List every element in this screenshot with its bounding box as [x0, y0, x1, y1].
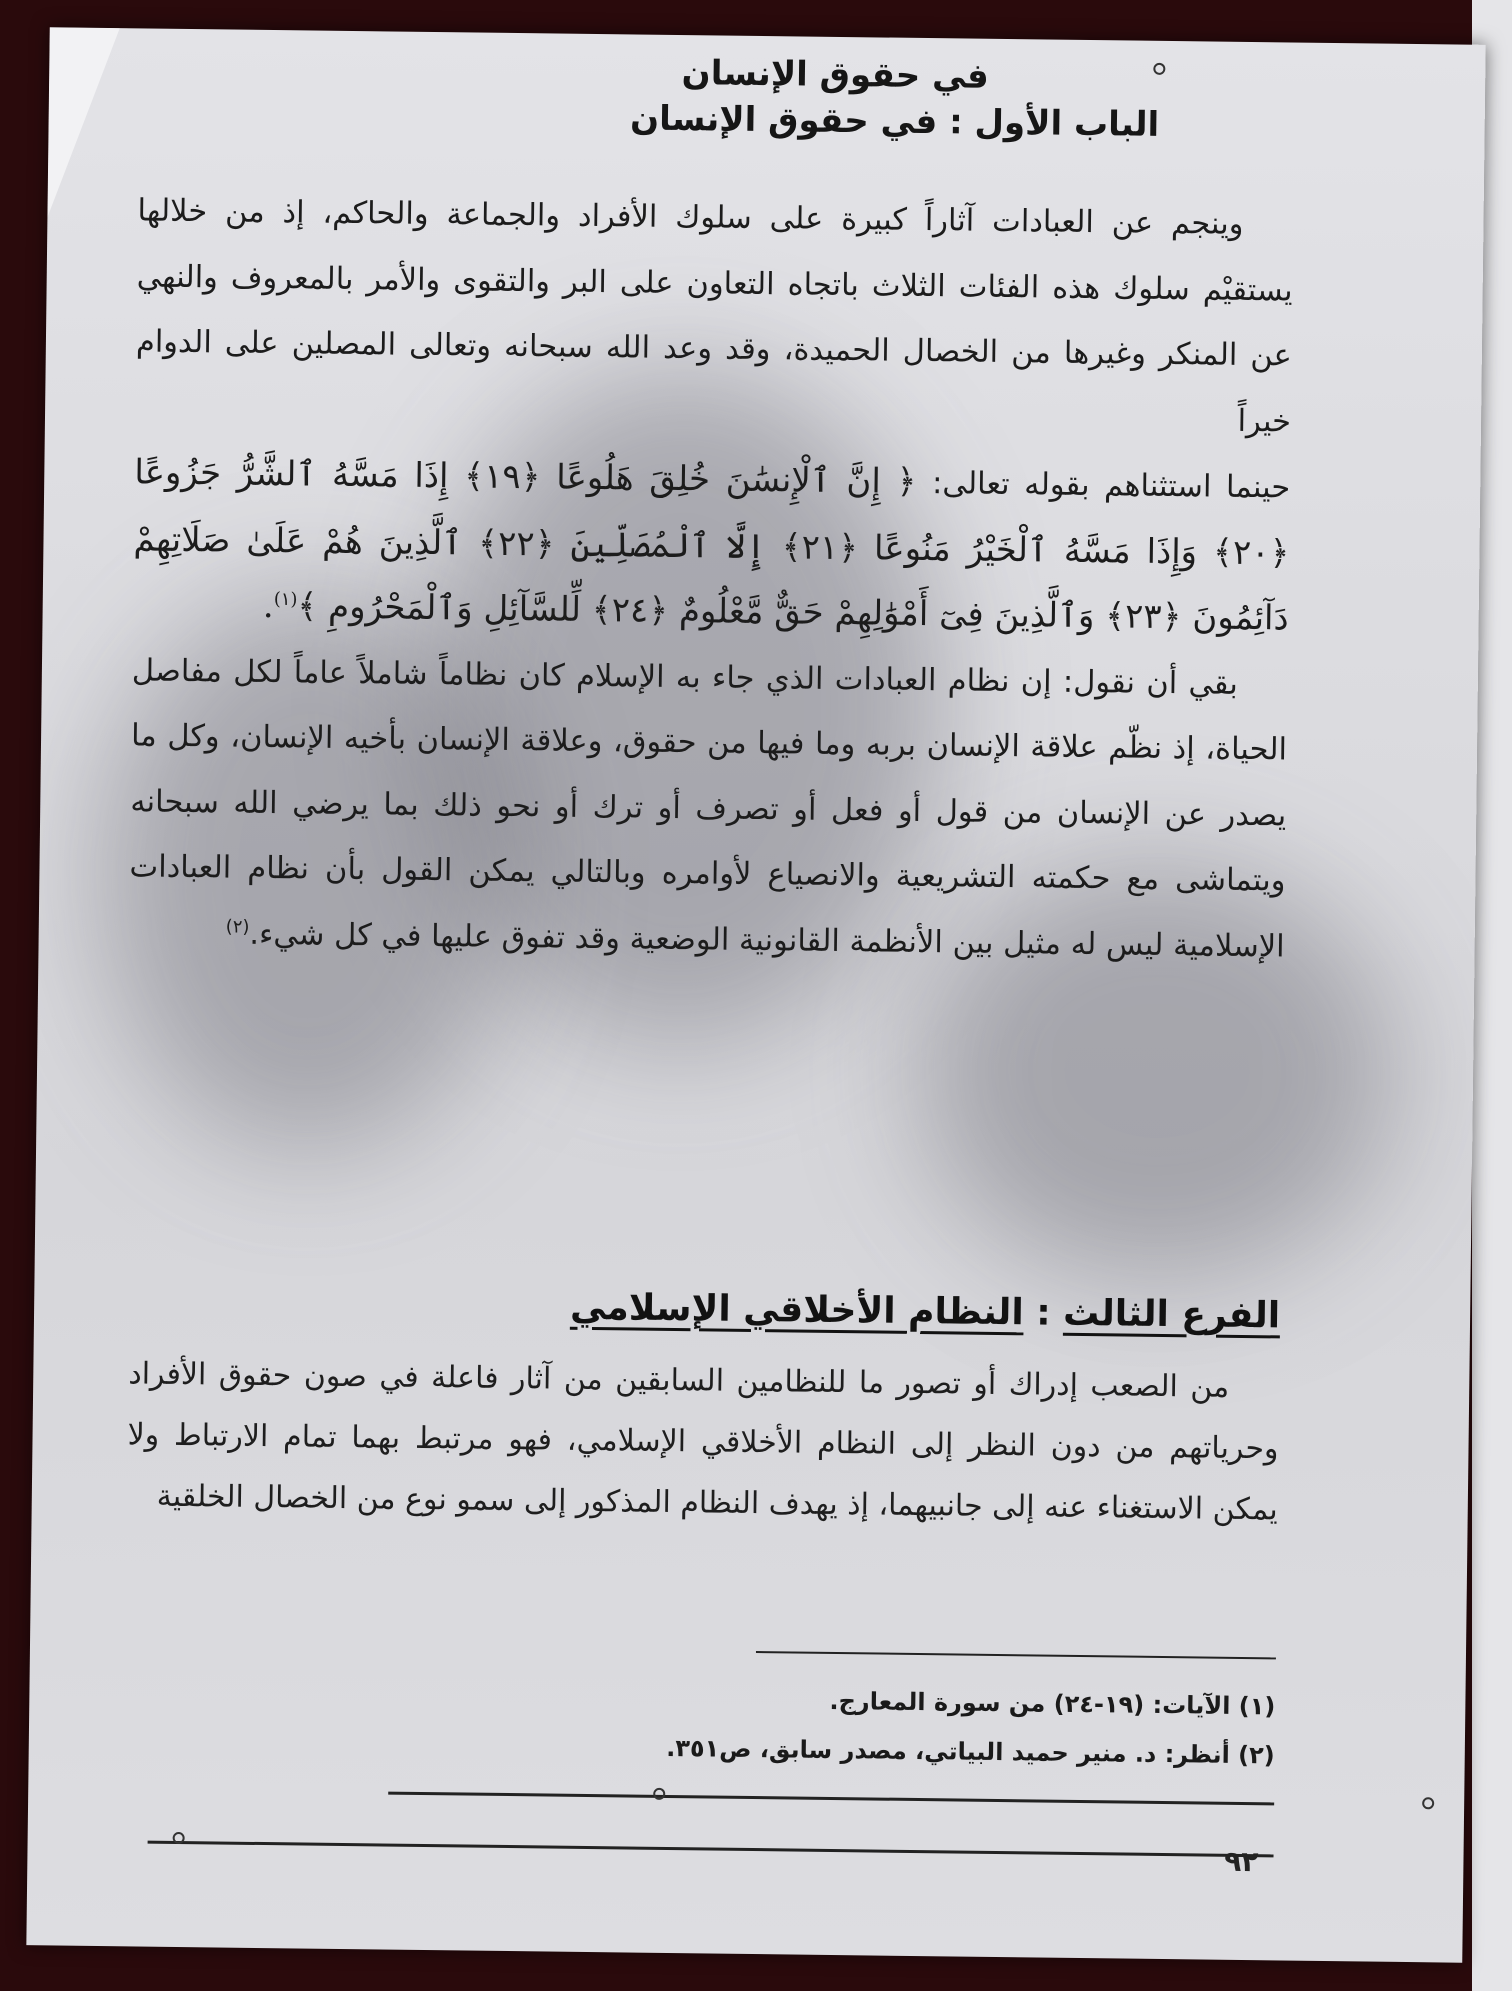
footnote: (١) الآيات: (١٩-٢٤) من سورة المعارج. — [829, 1686, 1276, 1721]
footer-rule — [388, 1792, 1274, 1806]
footnotes — [515, 1673, 1276, 1780]
section-label: الفرع الثالث — [1062, 1292, 1281, 1337]
punch-hole — [653, 1788, 665, 1800]
body-text — [128, 178, 1294, 979]
footnote-ref: (١) — [273, 588, 298, 611]
punch-hole — [173, 1832, 185, 1844]
quran-lead: حينما استثناهم بقوله تعالى: — [931, 466, 1291, 506]
book-page — [26, 27, 1485, 1962]
running-header-line1: في حقوق الإنسان — [681, 53, 990, 97]
paragraph — [128, 638, 1288, 980]
footnote-divider — [756, 1651, 1276, 1659]
quran-verses: ﴿ إِنَّ ٱلْإِنسَٰنَ خُلِقَ هَلُوعًا ﴿١٩﴾ إِذَا مَسَّهُ ٱلشَّرُّ جَزُوعًا ﴿٢٠﴾ وَإِذَا مَسَّهُ ٱلْخَيْرُ مَنُوعًا ﴿٢١﴾ إِلَّا ٱلْمُصَلِّينَ ﴿٢٢﴾ ٱلَّذِينَ هُمْ عَلَىٰ صَلَاتِهِمْ دَآئِمُونَ ﴿٢٣﴾ وَٱلَّذِينَ فِىٓ أَمْوَٰلِهِمْ حَقٌّ مَّعْلُومٌ ﴿٢٤﴾ لِّلسَّآئِلِ وَٱلْمَحْرُومِ ﴾ — [133, 452, 1290, 639]
quran-quote: حينما استثناهم بقوله تعالى: ﴿ إِنَّ ٱلْإِنسَٰنَ خُلِقَ هَلُوعًا ﴿١٩﴾ إِذَا مَسَّهُ ٱلشَّرُّ جَزُوعًا ﴿٢٠﴾ وَإِذَا مَسَّهُ ٱلْخَيْرُ مَنُوعًا ﴿٢١﴾ إِلَّا ٱلْمُصَلِّينَ ﴿٢٢﴾ ٱلَّذِينَ هُمْ عَلَىٰ صَلَاتِهِمْ دَآئِمُونَ ﴿٢٣﴾ وَٱلَّذِينَ فِىٓ أَمْوَٰلِهِمْ حَقٌّ مَّعْلُومٌ ﴿٢٤﴾ لِّلسَّآئِلِ وَٱلْمَحْرُومِ ﴾$^{(١)}$. — [133, 452, 1291, 639]
section-separator: : — [1023, 1292, 1064, 1334]
punch-hole — [1153, 63, 1165, 75]
page-number: ٩٢ — [1224, 1844, 1259, 1879]
footnote: (٢) أنظر: د. منير حميد البياتي، مصدر سابق، ص٣٥١. — [665, 1733, 1275, 1770]
running-header-line2: الباب الأول : في حقوق الإنسان — [629, 98, 1160, 145]
footnote-ref: (٢) — [225, 915, 250, 938]
paragraph: من الصعب إدراك أو تصور ما للنظامين السابقين من آثار فاعلة في صون حقوق الأفراد وحرياتهم من دون النظر إلى النظام الأخلاقي الإسلامي، فهو مرتبط بهما تمام الارتباط ولا يمكن الاستغناء عنه إلى جانبيهما، إذ يهدف النظام المذكور إلى سمو نوع من الخصال الخلقية — [127, 1356, 1279, 1528]
punch-hole — [1422, 1797, 1434, 1809]
overlapping-sheet-corner — [47, 27, 119, 218]
paragraph-text: بقي أن نقول: إن نظام العبادات الذي جاء به الإسلام كان نظاماً شاملاً عاماً لكل مفاصل الحياة، إذ نظّم علاقة الإنسان بربه وما فيها من حقوق، وعلاقة الإنسان بأخيه الإنسان، وكل ما يصدر عن الإنسان من قول أو فعل أو تصرف أو ترك أو نحو ذلك بما يرضي الله سبحانه ويتماشى مع حكمته التشريعية والانصياع لأوامره وبالتالي يمكن القول بأن نظام العبادات الإسلامية ليس له مثيل بين الأنظمة القانونية الوضعية وقد تفوق عليها في كل شيء. — [129, 652, 1288, 964]
running-header — [434, 48, 1235, 150]
section-title: النظام الأخلاقي الإسلامي — [569, 1286, 1024, 1334]
body-text-continued — [126, 1343, 1279, 1540]
section-heading — [570, 1287, 1281, 1337]
paragraph: وينجم عن العبادات آثاراً كبيرة على سلوك الأفراد والجماعة والحاكم، إذ من خلالها يستقيْم سلوك هذه الفئات الثلاث باتجاه التعاون على البر والتقوى والأمر بالمعروف والنهي عن المنكر وغيرها من الخصال الحميدة، وقد وعد الله سبحانه وتعالى المصلين على الدوام خيراً — [135, 193, 1293, 439]
page-number-rule — [148, 1841, 1274, 1858]
